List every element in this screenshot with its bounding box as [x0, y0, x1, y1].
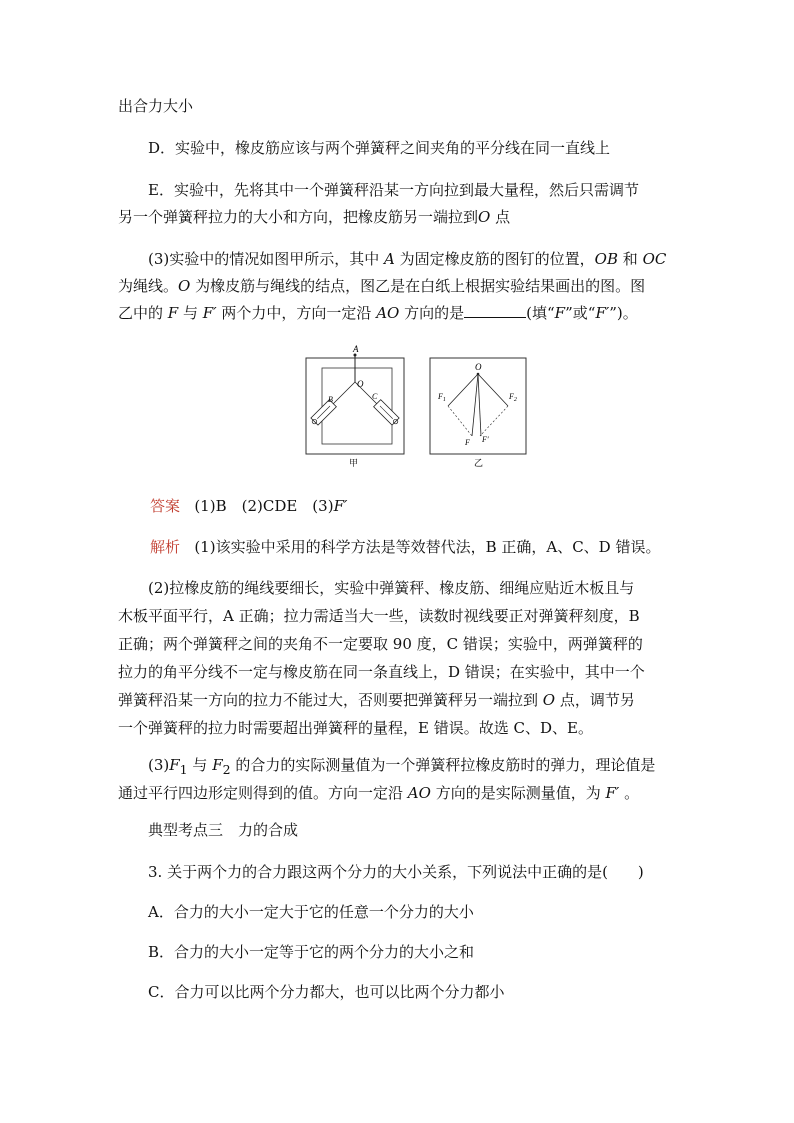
text: 拉力的角平分线不一定与橡皮筋在同一条直线上，D 错误；在实验中，其中一个: [118, 663, 645, 681]
section-heading: [148, 816, 708, 844]
var: F: [169, 756, 180, 774]
text-line: [118, 92, 678, 120]
option-d: [148, 134, 708, 162]
var: F: [212, 756, 223, 774]
text: 点，调节另: [559, 691, 635, 709]
question-3-part: [148, 245, 708, 273]
text: 为绳线。: [118, 277, 179, 295]
answer-label: 答案: [150, 497, 181, 515]
text: D．实验中，橡皮筋应该与两个弹簧秤之间夹角的平分线在同一直线上: [148, 139, 611, 157]
question-3: [148, 858, 708, 886]
text: 木板平面平行，A 正确；拉力需适当大一些，读数时视线要正对弹簧秤刻度，B: [118, 607, 640, 625]
option-c: [148, 978, 708, 1006]
var: F′: [202, 304, 217, 322]
label-fp: F′: [482, 435, 489, 444]
answer-line: [150, 492, 710, 520]
var: F′: [595, 304, 610, 322]
var: O: [478, 208, 491, 226]
analysis-2: [118, 686, 678, 714]
answer-text: (1)B (2)CDE (3): [194, 497, 334, 515]
text: 和: [622, 250, 638, 268]
analysis-2: [118, 630, 678, 658]
text: 3. 关于两个力的合力跟这两个分力的大小关系，下列说法中正确的是( ): [148, 863, 644, 881]
text: (3)实验中的情况如图甲所示，其中: [148, 250, 380, 268]
figure-jia: [306, 344, 404, 468]
var: F′: [333, 497, 348, 515]
option-e-cont: [118, 203, 678, 231]
node-o: [477, 373, 480, 376]
sub: 2: [222, 762, 231, 777]
text: ”或“: [565, 304, 596, 322]
text: 为固定橡皮筋的图钉的位置，: [399, 250, 595, 268]
text: C．合力可以比两个分力都大，也可以比两个分力都小: [148, 983, 505, 1001]
text: 正确；两个弹簧秤之间的夹角不一定要取 90 度，C 错误；实验中，两弹簧秤的: [118, 635, 643, 653]
text: 弹簧秤沿某一方向的拉力不能过大，否则要把弹簧秤另一端拉到: [118, 691, 539, 709]
text: 一个弹簧秤的拉力时需要超出弹簧秤的量程，E 错误。故选 C、D、E。: [118, 719, 593, 737]
text: 典型考点三 力的合成: [148, 821, 299, 839]
text: B．合力的大小一定等于它的两个分力的大小之和: [148, 943, 475, 961]
paper-yi: [430, 358, 526, 454]
text: (填“: [526, 304, 555, 322]
analysis-1: [150, 533, 710, 561]
option-e: [148, 176, 708, 204]
var: F: [167, 304, 179, 322]
var: OB: [594, 250, 618, 268]
analysis-3: [118, 779, 678, 807]
text: 方向的是: [404, 304, 465, 322]
text: 出合力大小: [118, 97, 194, 115]
figure-yi: [430, 358, 526, 468]
text: 通过平行四边形定则得到的值。方向一定沿: [118, 784, 404, 802]
text: ”)。: [609, 304, 638, 322]
label-c: C: [372, 392, 378, 401]
analysis-2: [118, 714, 678, 742]
text: A．合力的大小一定大于它的任意一个分力的大小: [148, 903, 474, 921]
label-f1-main: F: [438, 392, 443, 401]
text: (1)该实验中采用的科学方法是等效替代法，B 正确，A、C、D 错误。: [194, 538, 661, 556]
var: F′: [605, 784, 620, 802]
text: (3): [148, 756, 170, 774]
label-f2-sub: 2: [513, 397, 517, 403]
analysis-2: [118, 658, 678, 686]
text: 与: [192, 756, 208, 774]
var: A: [384, 250, 395, 268]
sub: 1: [179, 762, 188, 777]
analysis-2: [148, 574, 708, 602]
text: 乙中的: [118, 304, 164, 322]
analysis-2: [118, 602, 678, 630]
var: O: [542, 691, 556, 709]
caption-yi: 乙: [474, 458, 484, 468]
text: (2)拉橡皮筋的绳线要细长，实验中弹簧秤、橡皮筋、细绳应贴近木板且与: [148, 579, 635, 597]
text-line: [118, 272, 678, 300]
label-f1-sub: 1: [442, 397, 446, 403]
text: 点: [495, 208, 511, 226]
text: 方向的是实际测量值，为: [435, 784, 601, 802]
caption-jia: 甲: [349, 458, 359, 468]
text: 的合力的实际测量值为一个弹簧秤拉橡皮筋时的弹力，理论值是: [235, 756, 656, 774]
text: E．实验中，先将其中一个弹簧秤沿某一方向拉到最大量程，然后只需调节: [148, 181, 639, 199]
text: 与: [183, 304, 199, 322]
label-o: O: [357, 379, 364, 389]
text: 两个力中，方向一定沿: [221, 304, 372, 322]
label-f: F: [465, 438, 470, 447]
text: 为橡皮筋与绳线的结点，图乙是在白纸上根据实验结果画出的图。图: [195, 277, 646, 295]
experiment-figure: [298, 340, 538, 472]
option-a: [148, 898, 708, 926]
var: OC: [642, 250, 667, 268]
answer-blank: [464, 303, 526, 318]
var: F: [554, 304, 566, 322]
var: AO: [376, 304, 400, 322]
option-b: [148, 938, 708, 966]
label-b: B: [328, 395, 333, 404]
analysis-label: 解析: [150, 538, 181, 556]
text-line: [118, 299, 678, 327]
label-o-yi: O: [475, 362, 482, 372]
text: 另一个弹簧秤拉力的大小和方向，把橡皮筋另一端拉到: [118, 208, 479, 226]
label-a: A: [353, 344, 359, 354]
label-f2-main: F: [509, 392, 514, 401]
text: 。: [624, 784, 640, 802]
var: O: [178, 277, 191, 295]
var: AO: [407, 784, 431, 802]
